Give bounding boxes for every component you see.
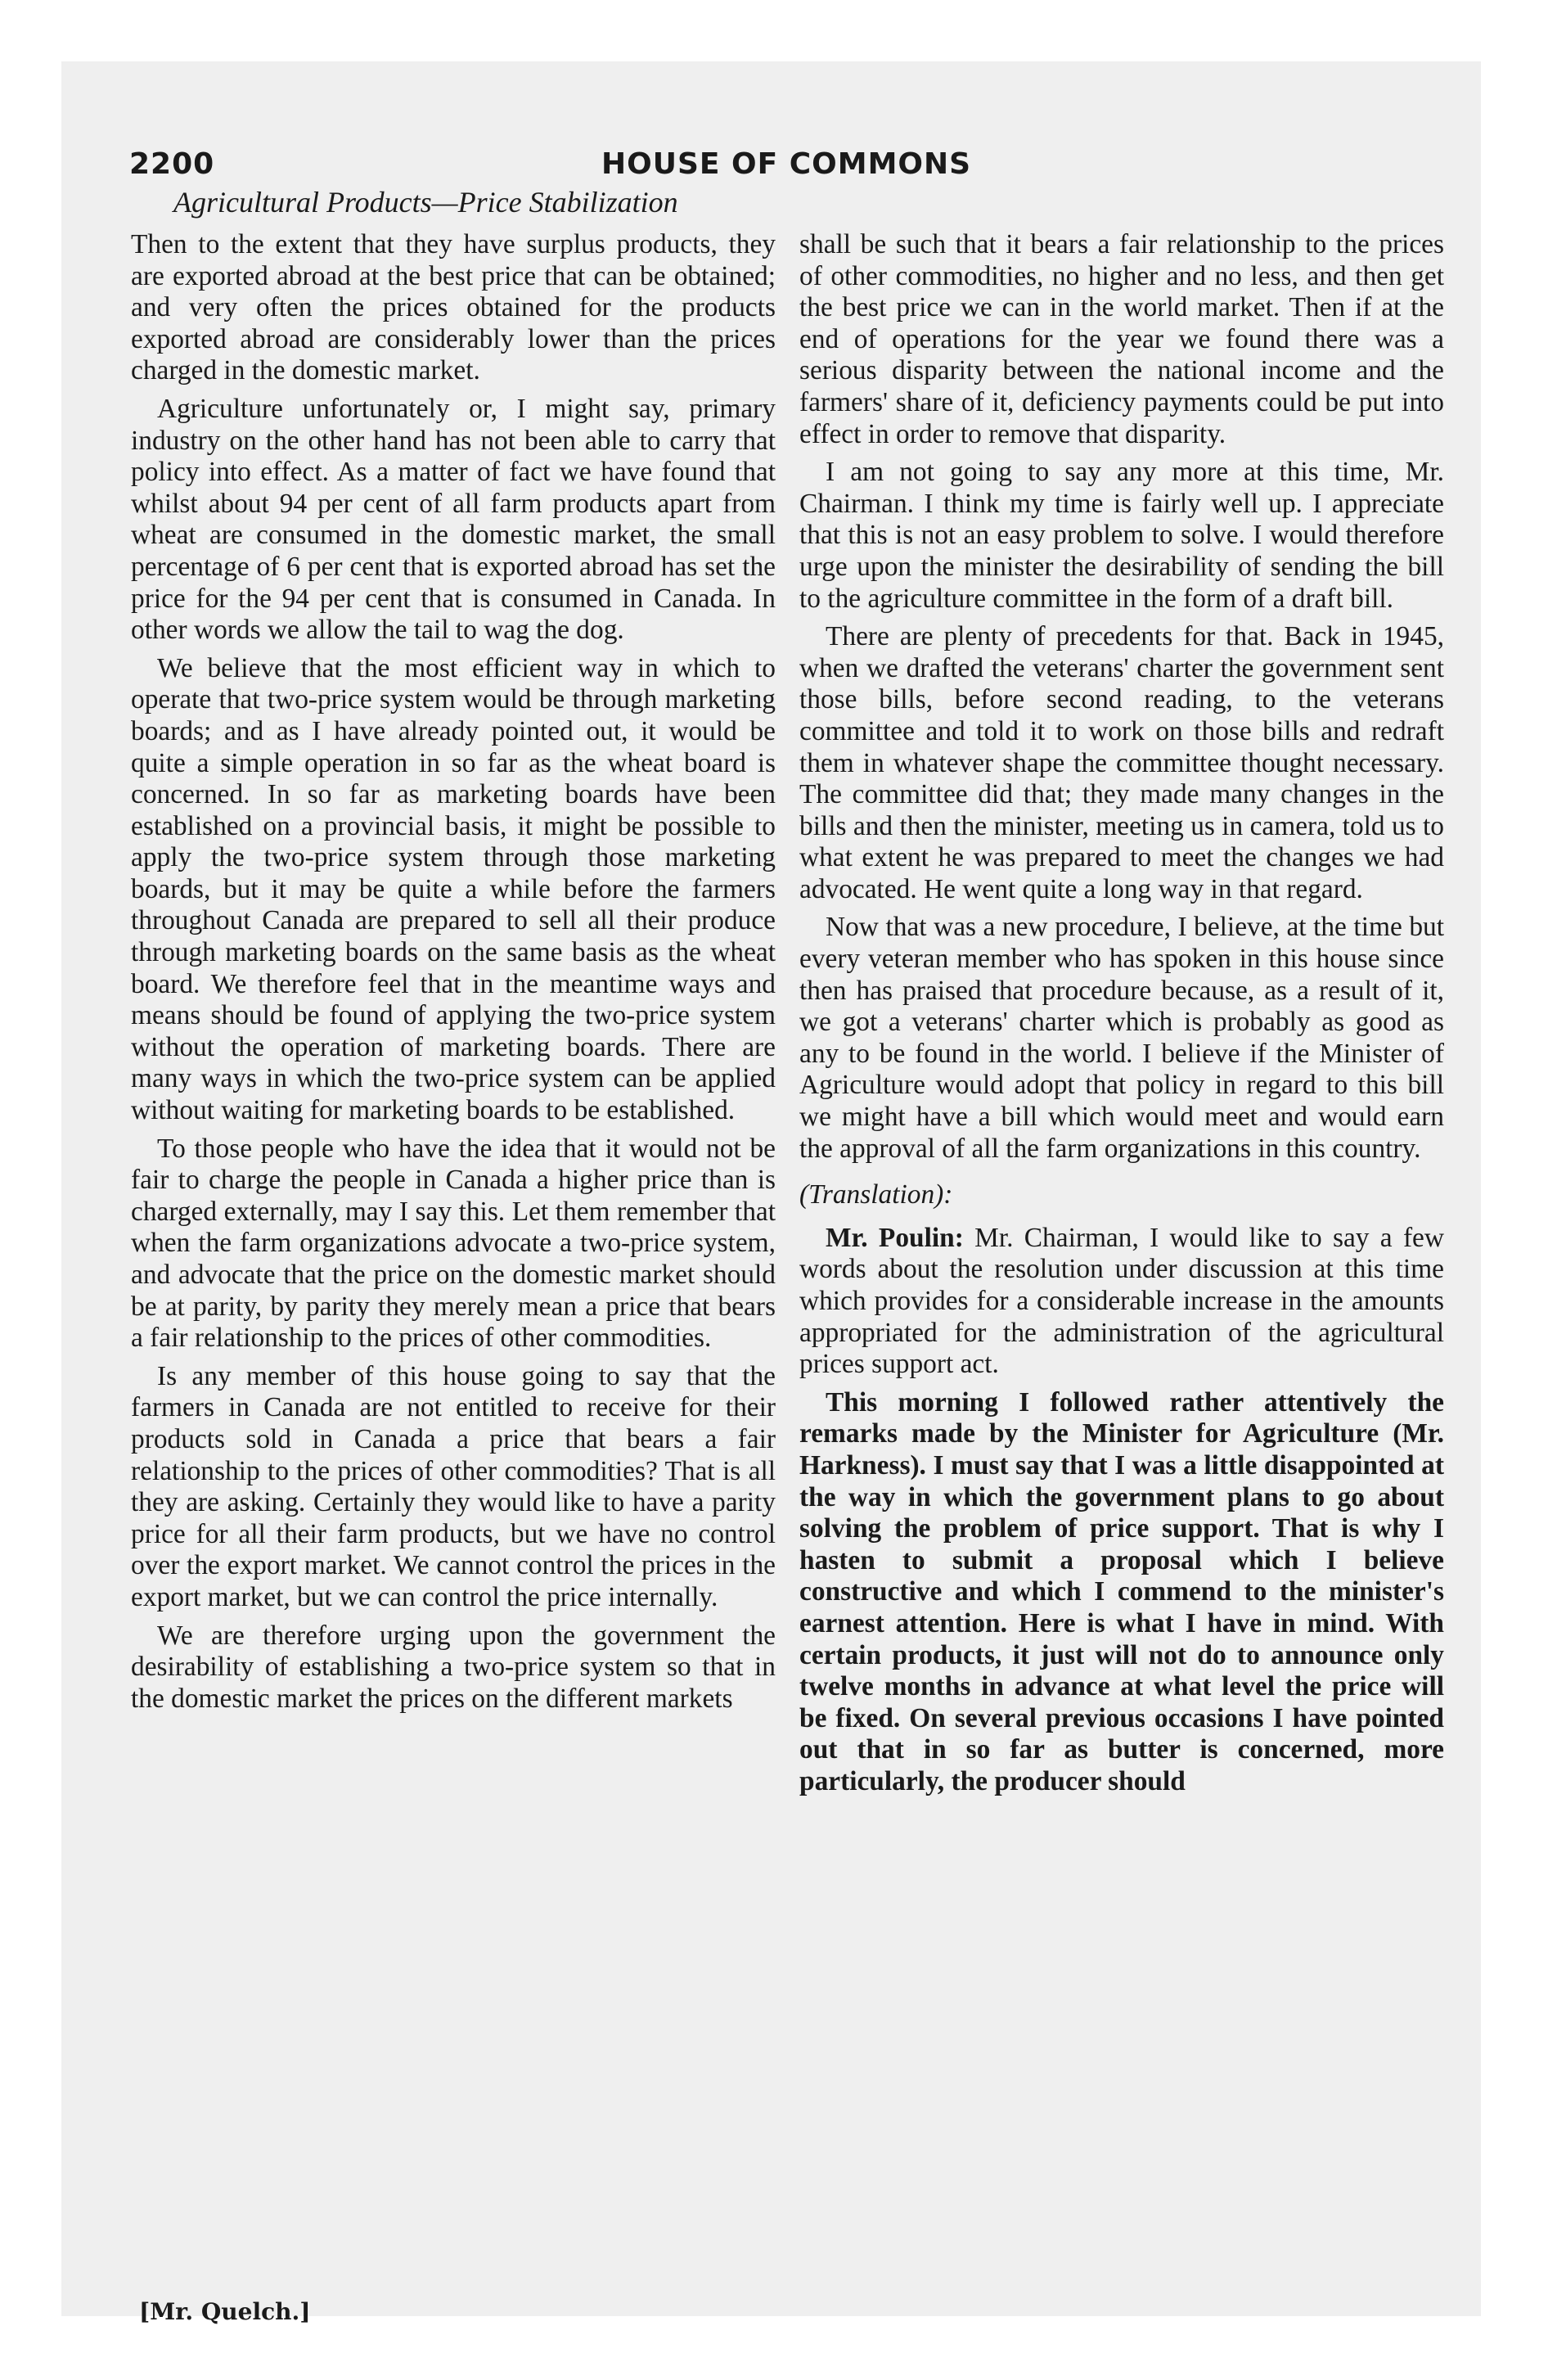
paragraph: Now that was a new procedure, I believe, at the time but every veteran member who has spoken in this house since then has praised that procedure because, as a result of it, we got a veterans' charter which is probably as good as any to be found in the world. I believe if the Minister of Agriculture would adopt that policy in regard to this bill we might have a bill which would meet and would earn the approval of all the farm organizations in this country. <box>799 912 1444 1164</box>
page-number: 2200 <box>129 147 215 181</box>
paragraph: We believe that the most efficient way in which to operate that two-price system would be through marketing boards; and as I have already pointed out, it would be quite a simple operation in so far as the wheat board is concerned. In so far as marketing boards have been established on a provincial basis, it might be possible to apply the two-price system through those marketing boards, but it may be quite a while before the farmers throughout Canada are prepared to sell all their produce through marketing boards on the same basis as the wheat board. We therefore feel that in the meantime ways and means should be found of applying the two-price system without the operation of marketing boards. There are many ways in which the two-price system can be applied without waiting for marketing boards to be established. <box>131 652 776 1126</box>
paragraph: We are therefore urging upon the government the desirability of establishing a two-price system so that in the domestic market the prices on the different markets <box>131 1620 776 1714</box>
subject-heading: Agricultural Products—Price Stabilization <box>173 186 678 219</box>
footer-speaker: [Mr. Quelch.] <box>139 2298 311 2325</box>
speaker-name: Mr. Poulin: <box>826 1222 964 1253</box>
paragraph: To those people who have the idea that it would not be fair to charge the people in Canada a higher price than is charged externally, may I say this. Let them remember that when the farm organizations advocate a two-price system, and advocate that the price on the domestic market should be at parity, by parity they merely mean a price that bears a fair relationship to the prices of other commodities. <box>131 1133 776 1354</box>
speech-paragraph <box>799 1223 1444 1381</box>
paragraph: Is any member of this house going to say that the farmers in Canada are not entitled to receive for their products sold in Canada a price that bears a fair relationship to the prices of other commodities? That is all they are asking. Certainly they would like to have a parity price for all their farm products, but we have no control over the export market. We cannot control the prices in the export market, but we can control the price internally. <box>131 1360 776 1612</box>
bold-paragraph: This morning I followed rather attentively the remarks made by the Minister for Agriculture (Mr. Harkness). I must say that I was a little disappointed at the way in which the government plans to go about solving the problem of price support. That is why I hasten to submit a proposal which I believe constructive and which I commend to the minister's earnest attention. Here is what I have in mind. With certain products, it just will not do to announce only twelve months in advance at what level the price will be fixed. On several previous occasions I have pointed out that in so far as butter is concerned, more particularly, the producer should <box>799 1386 1444 1796</box>
right-column <box>799 229 1444 1805</box>
left-column <box>131 229 776 1721</box>
paragraph: shall be such that it bears a fair relationship to the prices of other commodities, no higher and no less, and then get the best price we can in the world market. Then if at the end of operations for the year we found there was a serious disparity between the national income and the farmers' share of it, deficiency payments could be put into effect in order to remove that disparity. <box>799 229 1444 449</box>
paragraph: Then to the extent that they have surplus products, they are exported abroad at the best price that can be obtained; and very often the prices obtained for the products exported abroad are considerably lower than the prices charged in the domestic market. <box>131 229 776 386</box>
paragraph: There are plenty of precedents for that. Back in 1945, when we drafted the veterans' charter the government sent those bills, before second reading, to the veterans committee and told it to work on those bills and redraft them in whatever shape the committee thought necessary. The committee did that; they made many changes in the bills and then the minister, meeting us in camera, told us to what extent he was prepared to meet the changes we had advocated. He went quite a long way in that regard. <box>799 621 1444 904</box>
speech-text: Mr. Chairman, I would like to say a few words about the resolution under discussion at this time which provides for a considerable increase in the amounts appropriated for the administration of the agricultural prices support act. <box>799 1222 1444 1380</box>
paragraph: I am not going to say any more at this time, Mr. Chairman. I think my time is fairly well up. I appreciate that this is not an easy problem to solve. I would therefore urge upon the minister the desirability of sending the bill to the agriculture committee in the form of a draft bill. <box>799 457 1444 614</box>
translation-label <box>799 1179 1444 1211</box>
journal-title: HOUSE OF COMMONS <box>601 147 972 181</box>
translation-label-text: (Translation): <box>799 1179 953 1210</box>
paragraph: Agriculture unfortunately or, I might say, primary industry on the other hand has not been able to carry that policy into effect. As a matter of fact we have found that whilst about 94 per cent of all farm products apart from wheat are consumed in the domestic market, the small percentage of 6 per cent that is exported abroad has set the price for the 94 per cent that is consumed in Canada. In other words we allow the tail to wag the dog. <box>131 393 776 646</box>
